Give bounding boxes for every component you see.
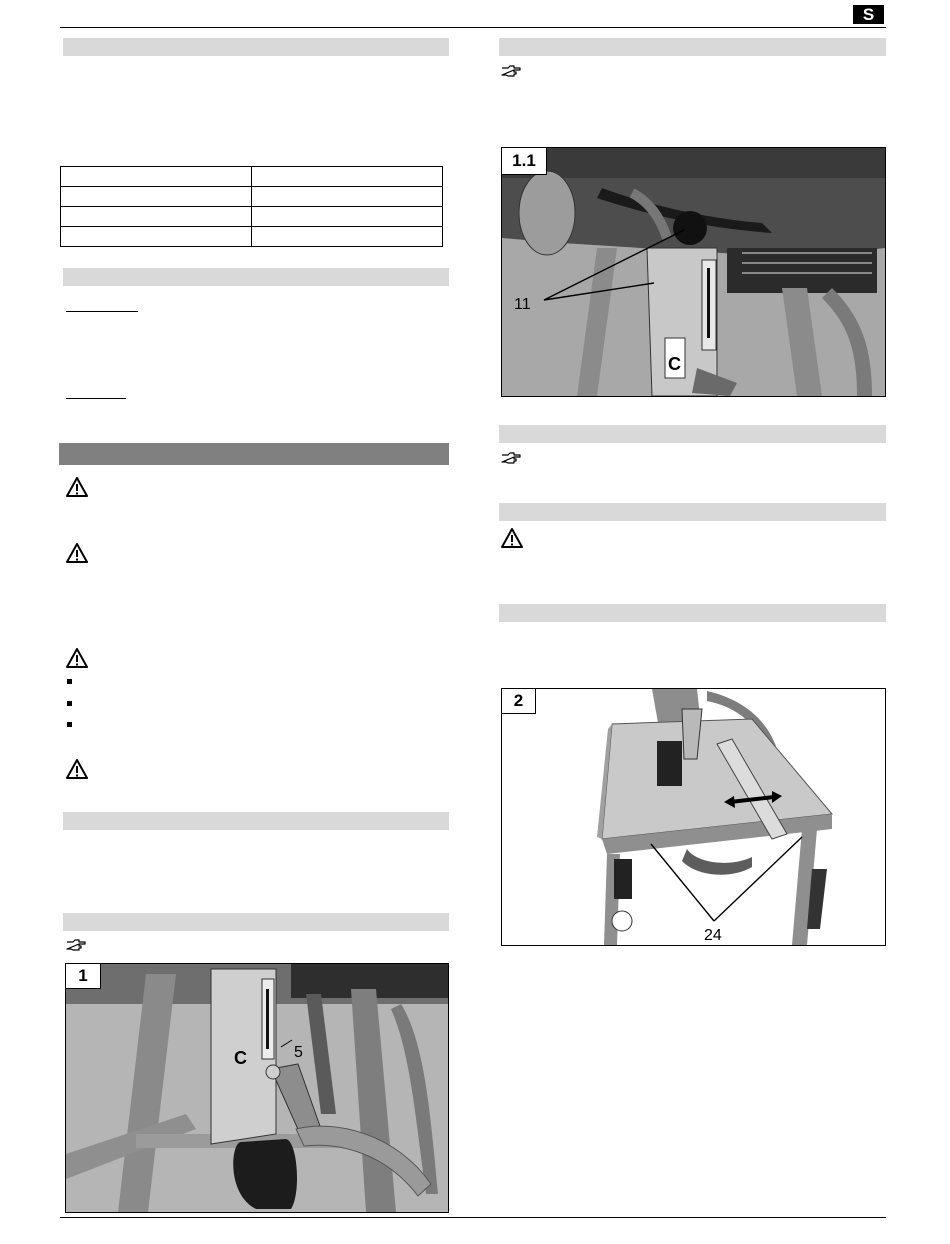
- figure-label: 2: [502, 689, 536, 714]
- figure-1-photo: [65, 963, 449, 1213]
- callout-number: 5: [294, 1044, 303, 1061]
- section-bar-noise: [63, 268, 449, 286]
- square-bullet-icon: [67, 722, 72, 727]
- table-cell: [252, 227, 443, 247]
- pointing-hand-icon: [501, 64, 521, 78]
- section-bar: [63, 812, 449, 830]
- pointing-hand-icon: [501, 451, 521, 465]
- table-row: [61, 187, 443, 207]
- table-cell: [252, 167, 443, 187]
- pointing-hand-icon: [66, 938, 86, 952]
- table-row: [61, 227, 443, 247]
- figure-label: 1: [66, 964, 101, 989]
- warning-triangle-icon: [66, 648, 88, 668]
- table-cell: [252, 207, 443, 227]
- svg-text:C: C: [234, 1048, 247, 1068]
- section-bar: [499, 604, 886, 622]
- header-rule: [60, 27, 886, 28]
- warning-triangle-icon: [66, 477, 88, 497]
- section-bar-safety: [59, 443, 449, 465]
- figure-2-photo: [501, 688, 886, 946]
- section-bar-technical-data: [63, 38, 449, 56]
- warning-triangle-icon: [66, 543, 88, 563]
- square-bullet-icon: [67, 701, 72, 706]
- figure-label: 1.1: [502, 148, 547, 175]
- subheading-underline: [66, 311, 138, 312]
- table-row: [61, 207, 443, 227]
- square-bullet-icon: [67, 679, 72, 684]
- table-cell: [61, 167, 252, 187]
- warning-triangle-icon: [66, 759, 88, 779]
- svg-text:C: C: [668, 354, 681, 374]
- section-bar: [63, 913, 449, 931]
- section-bar: [499, 38, 886, 56]
- table-cell: [61, 187, 252, 207]
- section-bar: [499, 503, 886, 521]
- spec-table: [60, 166, 443, 247]
- callout-number: 24: [704, 927, 722, 944]
- table-cell: [61, 207, 252, 227]
- table-cell: [61, 227, 252, 247]
- language-badge: S: [853, 5, 884, 24]
- callout-number: 11: [514, 296, 531, 313]
- section-bar: [499, 425, 886, 443]
- figure-1-1-photo: [501, 147, 886, 397]
- table-cell: [252, 187, 443, 207]
- subheading-underline: [66, 398, 126, 399]
- table-row: [61, 167, 443, 187]
- footer-rule: [60, 1217, 886, 1218]
- warning-triangle-icon: [501, 528, 523, 548]
